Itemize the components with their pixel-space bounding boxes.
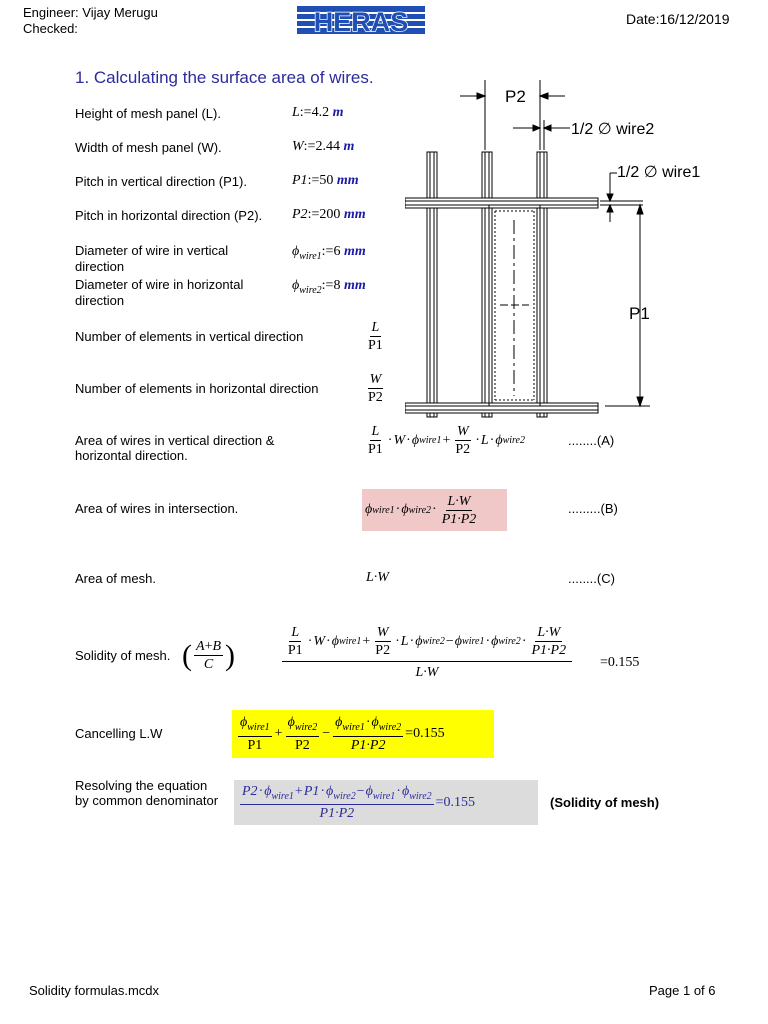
intersection-label: Area of wires in intersection. [75, 501, 239, 516]
p1-dim-label: P1 [629, 304, 650, 323]
vertical-wire-2 [482, 152, 492, 417]
solidity-expr: $\frac{L}{P1}$ · W · ϕ wire1 + $\frac{W}{P2}$ · L · ϕ wire2 − ϕ wire1 · ϕ wire2 · $\frac{L\cdot W}{P1\cdot P2}$ L·W [255, 624, 599, 681]
tag-b: .........(B) [568, 501, 618, 516]
engineer-label: Engineer: Vijay Merugu [23, 5, 158, 20]
height-expr: L:=4.2 m [292, 105, 344, 120]
mesh-diagram [405, 80, 730, 425]
footer-page: Page 1 of 6 [649, 983, 716, 998]
tag-a: ........(A) [568, 433, 615, 448]
width-expr: W:=2.44 m [292, 139, 355, 154]
vertical-wire-3 [537, 152, 547, 417]
tag-c: ........(C) [568, 571, 615, 586]
vertical-wire-1 [427, 152, 437, 417]
solidity-label: Solidity of mesh. [75, 648, 171, 663]
footer-file: Solidity formulas.mcdx [29, 983, 160, 998]
height-label: Height of mesh panel (L). [75, 106, 221, 121]
solidity-abc: ( $\frac{A+B}{C}$ ) [182, 638, 236, 672]
p1-expr: P1:=50 mm [292, 173, 359, 188]
d1-label-a: Diameter of wire in vertical [75, 243, 229, 258]
d2-label-b: direction [75, 293, 125, 308]
d1-expr: $\phi_{wire1}:=6$ mm [292, 244, 366, 262]
section-title: 1. Calculating the surface area of wires. [75, 68, 374, 87]
horizontal-wire-bottom [405, 403, 598, 413]
cancel-label: Cancelling L.W [75, 726, 163, 741]
nv-expr: $\frac{L}{P1}$ [368, 320, 383, 353]
p2-expr: P2:=200 mm [292, 207, 366, 222]
horizontal-wire-top [405, 198, 598, 208]
nh-expr: $\frac{W}{P2}$ [368, 372, 383, 405]
d2-expr: $\phi_{wire2}:=8$ mm [292, 278, 366, 296]
resolve-label-a: Resolving the equation [75, 778, 208, 793]
solidity-note: (Solidity of mesh) [550, 795, 660, 810]
p1-label: Pitch in vertical direction (P1). [75, 174, 247, 189]
d2-label-a: Diameter of wire in horizontal [75, 277, 244, 292]
intersection-expr: ϕ wire1 · ϕ wire2 · $\frac{L\cdot W}{P1\cdot P2}$ [362, 489, 507, 531]
nv-label: Number of elements in vertical direction [75, 329, 304, 344]
area-a-expr: $\frac{L}{P1}$ · W · ϕ wire1 + $\frac{W}{P2}$ · L · ϕ wire2 [368, 424, 525, 457]
half-wire1-label: 1/2 ∅ wire1 [617, 164, 701, 181]
p2-label: Pitch in horizontal direction (P2). [75, 208, 263, 223]
area-label-b: horizontal direction. [75, 448, 188, 463]
resolve-label-b: by common denominator [75, 793, 219, 808]
checked-label: Checked: [23, 21, 78, 36]
mesh-label: Area of mesh. [75, 571, 156, 586]
half-wire2-label: 1/2 ∅ wire2 [571, 121, 655, 138]
mesh-expr: L·W [366, 570, 389, 585]
width-label: Width of mesh panel (W). [75, 140, 222, 155]
solidity-result: =0.155 [600, 655, 640, 670]
logo-text: HERAS [313, 7, 409, 34]
heras-logo [297, 6, 425, 34]
resolve-expr: $\frac{P2\cdot\phi_{wire1}+P1\cdot\phi_{wire2}-\phi_{wire1}\cdot\phi_{wire2}}{P1\cdot P2}$ =0.155 [234, 780, 538, 825]
area-label-a: Area of wires in vertical direction & [75, 433, 275, 448]
nh-label: Number of elements in horizontal direction [75, 381, 319, 396]
d1-label-b: direction [75, 259, 125, 274]
cancel-expr: $\frac{\phi_{wire1}}{P1}$ + $\frac{\phi_{wire2}}{P2}$ − $\frac{\phi_{wire1}\cdot\phi_{wire2}}{P1\cdot P2}$ =0.155 [232, 710, 494, 758]
p2-dim-label: P2 [505, 87, 526, 106]
date-label: Date:16/12/2019 [626, 11, 730, 27]
